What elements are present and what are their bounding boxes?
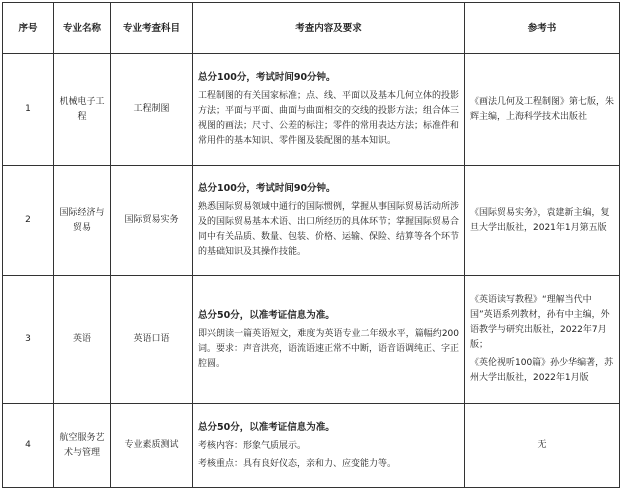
table-row: [3, 404, 620, 488]
row-major: 国际经济与贸易: [54, 166, 111, 276]
row-subject: 专业素质测试: [111, 404, 193, 488]
row-subject: 国际贸易实务: [111, 166, 193, 276]
row-content-text: 熟悉国际贸易领域中通行的国际惯例，掌握从事国际贸易活动所涉及的国际贸易基本术语、出口所经历的具体环节；掌握国际贸易合同中有关品质、数量、包装、价格、运输、保险、结算等各个环节的基础知识及其操作技能。: [198, 202, 460, 257]
row-major: 航空服务艺术与管理: [54, 404, 111, 488]
header-reference: 参考书: [465, 3, 620, 54]
row-reference-text-1: 《英语读写教程》“理解当代中国”英语系列教材，孙有中主编，外语教学与研究出版社，2022年7月版；: [470, 295, 610, 350]
row-total: 总分50分，以准考证信息为准。: [198, 309, 335, 321]
row-major: 英语: [54, 276, 111, 404]
row-reference-text: 《画法几何及工程制图》第七版，朱辉主编，上海科学技术出版社: [470, 96, 615, 122]
row-content-text-1: 考核内容：形象气质展示。: [198, 440, 307, 451]
row-reference-text: 《国际贸易实务》，袁建新主编，复旦大学出版社，2021年1月第五版: [470, 207, 610, 233]
table-row: [3, 166, 620, 276]
row-content-text: 工程制图的有关国家标准；点、线、平面以及基本几何立体的投影方法；平面与平面、曲面与曲面相交的交线的投影方法；组合体三视图的画法；尺寸、公差的标注；零件的常用表达方法；标准件和常用件的基本知识、零件图及装配图的基本知识。: [198, 91, 460, 146]
row-no: 3: [3, 276, 54, 404]
row-total: 总分100分，考试时间90分钟。: [198, 183, 336, 194]
header-subject: 专业考查科目: [111, 3, 193, 54]
row-major: 机械电子工程: [54, 54, 111, 166]
header-major: 专业名称: [54, 3, 111, 54]
row-no: 2: [3, 166, 54, 276]
row-content: [193, 276, 465, 404]
row-subject: 工程制图: [111, 54, 193, 166]
row-content: [193, 404, 465, 488]
row-total: 总分50分，以准考证信息为准。: [198, 421, 335, 433]
row-reference: [465, 166, 620, 276]
row-content-text: 即兴朗读一篇英语短文，难度为英语专业二年级水平，篇幅约200词。要求：声音洪亮，语流语速正常不中断，语音语调纯正、字正腔圆。: [198, 328, 460, 369]
row-reference: 无: [465, 404, 620, 488]
row-no: 4: [3, 404, 54, 488]
table-row: [3, 276, 620, 404]
row-content: [193, 54, 465, 166]
header-content: 考查内容及要求: [193, 3, 465, 54]
exam-requirements-table: [2, 2, 620, 488]
table-header-row: [3, 3, 620, 54]
row-reference: [465, 54, 620, 166]
row-content: [193, 166, 465, 276]
row-no: 1: [3, 54, 54, 166]
row-reference-text-2: 《英伦视听100篇》孙少华编著，苏州大学出版社，2022年1月版: [470, 358, 614, 383]
row-reference: [465, 276, 620, 404]
row-subject: 英语口语: [111, 276, 193, 404]
row-total: 总分100分，考试时间90分钟。: [198, 72, 336, 83]
row-content-text-2: 考核重点：具有良好仪态，亲和力、应变能力等。: [198, 458, 397, 469]
table-row: [3, 54, 620, 166]
header-no: 序号: [3, 3, 54, 54]
